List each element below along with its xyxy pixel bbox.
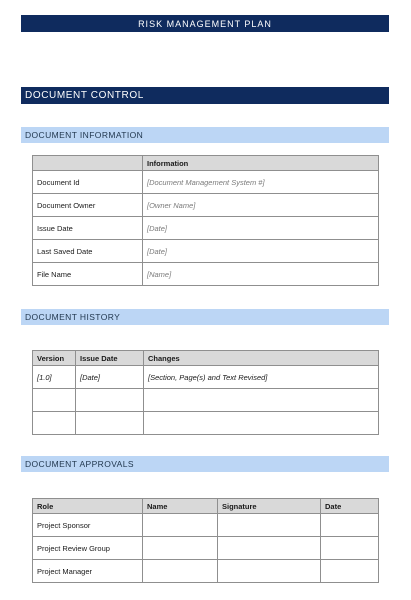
approval-role: Project Review Group (33, 537, 143, 560)
table-cell[interactable] (321, 560, 379, 583)
info-value[interactable]: [Owner Name] (143, 194, 379, 217)
document-history-table (32, 350, 379, 435)
table-header-cell: Issue Date (76, 351, 144, 366)
table-row (33, 171, 379, 194)
info-label: Document Id (33, 171, 143, 194)
table-row (33, 537, 379, 560)
table-cell[interactable] (144, 389, 379, 412)
info-label: Last Saved Date (33, 240, 143, 263)
approval-role: Project Sponsor (33, 514, 143, 537)
info-label: Issue Date (33, 217, 143, 240)
table-row (33, 263, 379, 286)
section-heading-document-control: DOCUMENT CONTROL (21, 87, 389, 104)
table-row (33, 412, 379, 435)
info-value[interactable]: [Date] (143, 240, 379, 263)
page-title: RISK MANAGEMENT PLAN (21, 15, 389, 32)
table-row (33, 514, 379, 537)
table-cell[interactable] (218, 537, 321, 560)
table-row (33, 240, 379, 263)
table-cell[interactable] (33, 412, 76, 435)
table-cell[interactable]: [1.0] (33, 366, 76, 389)
table-row (33, 366, 379, 389)
table-row (33, 389, 379, 412)
document-approvals-table (32, 498, 379, 583)
table-row (33, 217, 379, 240)
table-header-row (33, 351, 379, 366)
document-information-table (32, 155, 379, 286)
table-header-cell: Changes (144, 351, 379, 366)
subsection-heading-document-approvals: DOCUMENT APPROVALS (21, 456, 389, 472)
table-header-cell (33, 156, 143, 171)
table-cell[interactable] (76, 389, 144, 412)
table-row (33, 560, 379, 583)
table-row (33, 194, 379, 217)
table-header-row (33, 499, 379, 514)
info-label: Document Owner (33, 194, 143, 217)
table-cell[interactable]: [Section, Page(s) and Text Revised] (144, 366, 379, 389)
table-cell[interactable] (143, 537, 218, 560)
table-cell[interactable] (321, 537, 379, 560)
table-cell[interactable] (143, 560, 218, 583)
approval-role: Project Manager (33, 560, 143, 583)
table-header-cell: Signature (218, 499, 321, 514)
table-cell[interactable] (76, 412, 144, 435)
info-value[interactable]: [Date] (143, 217, 379, 240)
table-header-cell: Role (33, 499, 143, 514)
table-cell[interactable] (218, 560, 321, 583)
table-cell[interactable] (143, 514, 218, 537)
table-header-row (33, 156, 379, 171)
table-cell[interactable] (144, 412, 379, 435)
table-cell[interactable]: [Date] (76, 366, 144, 389)
info-value[interactable]: [Document Management System #] (143, 171, 379, 194)
subsection-heading-document-information: DOCUMENT INFORMATION (21, 127, 389, 143)
info-label: File Name (33, 263, 143, 286)
table-header-cell: Name (143, 499, 218, 514)
info-value[interactable]: [Name] (143, 263, 379, 286)
table-header-cell: Information (143, 156, 379, 171)
table-header-cell: Date (321, 499, 379, 514)
table-header-cell: Version (33, 351, 76, 366)
table-cell[interactable] (321, 514, 379, 537)
table-cell[interactable] (218, 514, 321, 537)
subsection-heading-document-history: DOCUMENT HISTORY (21, 309, 389, 325)
table-cell[interactable] (33, 389, 76, 412)
